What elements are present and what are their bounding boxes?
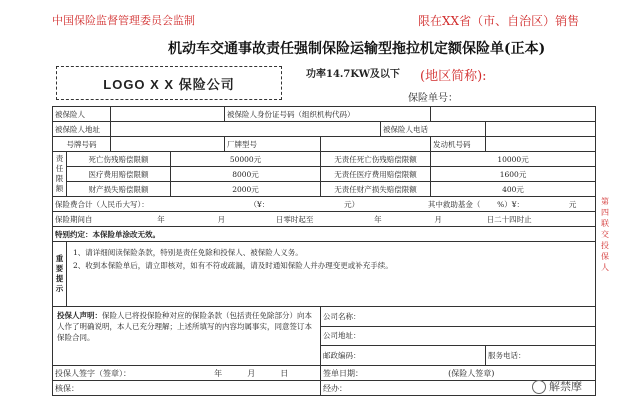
table-row	[53, 197, 596, 212]
rescue-fund-label: 其中救助基金（	[427, 199, 481, 209]
applicant-sign-cell	[53, 366, 321, 381]
limit-label: 医疗费用赔偿限额	[67, 167, 171, 182]
day-zero-label: 日零时起至	[275, 214, 314, 224]
table-row	[53, 137, 596, 152]
notice-label: 重要提示	[53, 242, 67, 307]
rescue-unit: 元	[568, 199, 577, 209]
insured-address-label: 被保险人地址	[53, 122, 111, 137]
insured-phone-label: 被保险人电话	[381, 122, 486, 137]
power-note: 功率14.7KW及以下	[306, 69, 400, 80]
premium-label: 保险费合计（人民币大写）：	[55, 199, 149, 209]
limit-label: 财产损失赔偿限额	[67, 182, 171, 197]
table-row	[53, 182, 596, 197]
month-label: 月	[217, 214, 226, 224]
nf-limit-value: 1600元	[431, 167, 596, 182]
table-row	[53, 107, 596, 122]
day-end-label: 日二十四时止	[486, 214, 532, 224]
nf-limit-label: 无责任医疗费用赔偿限额	[321, 167, 431, 182]
special-agreement: 特别约定：本保险单涂改无效。	[53, 227, 596, 242]
notice-list	[67, 242, 596, 307]
copy-designation: 第四联 交投保人	[601, 197, 609, 272]
engine-value[interactable]	[486, 137, 596, 152]
day-label: 日	[280, 368, 289, 378]
table-row	[53, 167, 596, 182]
limit-group-label: 责任限额	[53, 152, 67, 197]
company-logo	[56, 66, 282, 100]
plate-value[interactable]	[111, 137, 225, 152]
nf-limit-label: 无责任死亡伤残赔偿限额	[321, 152, 431, 167]
verify-label: 核保：	[53, 381, 321, 396]
table-row	[53, 152, 596, 167]
declaration-text: 保险人已将投保险种对应的保险条款（包括责任免除部分）向本人作了明确说明，本人已充分理解；上述所填写的内容均属事实，同意签订本保险合同。	[57, 311, 312, 342]
engine-label: 发动机号码	[431, 137, 486, 152]
page-title: 机动车交通事故责任强制保险运输型拖拉机定额保险单(正本)	[168, 41, 546, 57]
policy-number-label: 保险单号：	[408, 93, 458, 104]
declaration-title: 投保人声明：	[57, 311, 102, 320]
nf-limit-label: 无责任财产损失赔偿限额	[321, 182, 431, 197]
table-row	[53, 366, 596, 381]
company-address-label: 公司地址：	[321, 326, 596, 346]
period-label: 保险期间自	[55, 214, 93, 224]
premium-close: 元）	[344, 199, 360, 209]
limit-value: 2000元	[171, 182, 321, 197]
table-row	[53, 227, 596, 242]
month-label: 月	[247, 368, 256, 378]
applicant-sign-label: 投保人签字（签章）：	[55, 368, 131, 378]
year-label: 年	[214, 368, 223, 378]
period-row	[53, 212, 596, 227]
brand-value[interactable]	[321, 137, 431, 152]
declaration-block	[53, 307, 321, 366]
service-phone-label: 服务电话：	[486, 346, 596, 366]
watermark-text: 解禁摩	[549, 380, 582, 393]
year-label: 年	[374, 214, 382, 224]
table-row	[53, 212, 596, 227]
year-label: 年	[157, 214, 165, 224]
region-label: (地区简称):	[420, 69, 487, 84]
sale-scope-text: 限在XX省（市、自治区）销售	[418, 14, 580, 28]
insured-id-value[interactable]	[431, 107, 596, 122]
insurer-seal-label: (保险人签章)	[448, 368, 495, 378]
table-row	[53, 381, 596, 396]
postcode-label: 邮政编码：	[321, 346, 486, 366]
limit-label: 死亡伤残赔偿限额	[67, 152, 171, 167]
table-row	[53, 307, 596, 327]
premium-row	[53, 197, 596, 212]
brand-label: 厂牌型号	[225, 137, 321, 152]
table-row	[53, 122, 596, 137]
insured-id-label: 被保险人身份证号码（组织机构代码）	[225, 107, 431, 122]
insured-label: 被保险人	[53, 107, 111, 122]
limit-value: 8000元	[171, 167, 321, 182]
insured-phone-value[interactable]	[486, 122, 596, 137]
logo-text: LOGO X X 保险公司	[103, 76, 235, 92]
watermark	[532, 378, 582, 394]
month-label: 月	[434, 214, 442, 224]
sign-date-label: 签单日期：	[323, 368, 363, 378]
plate-label: 号牌号码	[53, 137, 111, 152]
insured-value[interactable]	[111, 107, 225, 122]
nf-limit-value: 400元	[431, 182, 596, 197]
company-name-label: 公司名称：	[321, 307, 596, 327]
table-row	[53, 242, 596, 307]
notice-item: 2、收到本保险单后，请立即核对，如有不符或疏漏，请及时通知保险人并办理变更或补充手续。	[73, 261, 393, 270]
supervision-text: 中国保险监督管理委员会监制	[52, 14, 195, 27]
wechat-icon	[532, 380, 546, 394]
policy-table	[52, 106, 596, 396]
rescue-pct: %）¥：	[497, 199, 525, 209]
premium-amount: （¥：	[249, 199, 270, 209]
limit-value: 50000元	[171, 152, 321, 167]
insured-address-value[interactable]	[111, 122, 381, 137]
nf-limit-value: 10000元	[431, 152, 596, 167]
notice-item: 1、请详细阅读保险条款，特别是责任免除和投保人、被保险人义务。	[73, 248, 303, 257]
handle-label: 经办：	[321, 381, 596, 396]
